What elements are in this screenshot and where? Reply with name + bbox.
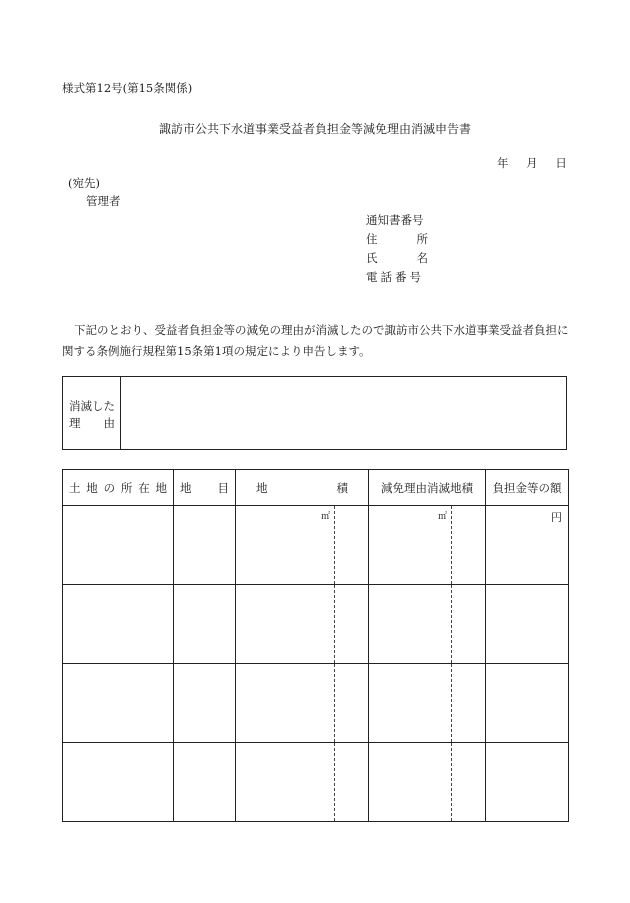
addressee-label: (宛先) — [68, 176, 100, 190]
address-label: 住 所 — [366, 232, 428, 246]
decimal-divider — [334, 585, 335, 663]
date-line — [497, 155, 567, 171]
header-land-category: 地 目 — [174, 470, 236, 506]
reason-label: 消滅した 理 由 — [63, 377, 121, 449]
area-cell[interactable] — [236, 743, 369, 822]
notice-number-row[interactable] — [366, 211, 428, 230]
address-row[interactable] — [366, 230, 428, 249]
area-cell[interactable] — [236, 506, 369, 585]
recipient-label: 管理者 — [86, 194, 121, 208]
location-cell[interactable] — [63, 585, 174, 664]
date-month: 月 — [526, 156, 538, 170]
location-cell[interactable] — [63, 743, 174, 822]
amount-cell[interactable] — [486, 664, 569, 743]
area-cell[interactable] — [236, 585, 369, 664]
amount-cell[interactable] — [486, 743, 569, 822]
extinguished-area-cell[interactable] — [369, 743, 486, 822]
location-cell[interactable] — [63, 506, 174, 585]
name-label: 氏 名 — [366, 251, 428, 265]
extinguished-area-cell[interactable] — [369, 506, 486, 585]
decimal-divider — [334, 506, 335, 584]
location-cell[interactable] — [63, 664, 174, 743]
land-category-cell[interactable] — [174, 743, 236, 822]
amount-unit: 円 — [551, 511, 562, 524]
date-year: 年 — [497, 156, 509, 170]
amount-cell[interactable] — [486, 585, 569, 664]
phone-label: 電話番号 — [366, 270, 424, 284]
header-area: 地 積 — [236, 470, 369, 506]
reason-box — [62, 376, 567, 450]
amount-cell[interactable] — [486, 506, 569, 585]
decimal-divider — [334, 664, 335, 742]
form-number: 様式第12号(第15条関係) — [62, 81, 193, 95]
decimal-divider — [451, 585, 452, 663]
reason-input[interactable] — [121, 377, 566, 449]
land-category-cell[interactable] — [174, 664, 236, 743]
area-unit: ㎡ — [321, 512, 331, 522]
table-row — [63, 585, 569, 664]
land-category-cell[interactable] — [174, 506, 236, 585]
land-category-cell[interactable] — [174, 585, 236, 664]
extinguished-area-cell[interactable] — [369, 585, 486, 664]
date-day: 日 — [555, 156, 567, 170]
document-title: 諏訪市公共下水道事業受益者負担金等減免理由消滅申告書 — [158, 122, 471, 136]
table-row — [63, 506, 569, 585]
land-table — [62, 469, 569, 822]
extinguished-area-unit: ㎡ — [438, 512, 448, 522]
decimal-divider — [451, 506, 452, 584]
applicant-fields — [366, 211, 428, 287]
header-extinguished-area: 減免理由消滅地積 — [369, 470, 486, 506]
area-cell[interactable] — [236, 664, 369, 743]
table-row — [63, 664, 569, 743]
table-row — [63, 743, 569, 822]
extinguished-area-cell[interactable] — [369, 664, 486, 743]
header-charge-amount: 負担金等の額 — [486, 470, 569, 506]
decimal-divider — [451, 664, 452, 742]
notice-number-label: 通知書番号 — [366, 213, 424, 227]
decimal-divider — [451, 743, 452, 821]
phone-row[interactable] — [366, 268, 428, 287]
land-table-header — [63, 470, 569, 506]
declaration-text: 下記のとおり、受益者負担金等の減免の理由が消滅したので諏訪市公共下水道事業受益者負担に関する条例施行規程第15条第1項の規定により申告します。 — [62, 323, 569, 358]
decimal-divider — [334, 743, 335, 821]
name-row[interactable] — [366, 249, 428, 268]
header-location: 土 地 の 所 在 地 — [63, 470, 174, 506]
